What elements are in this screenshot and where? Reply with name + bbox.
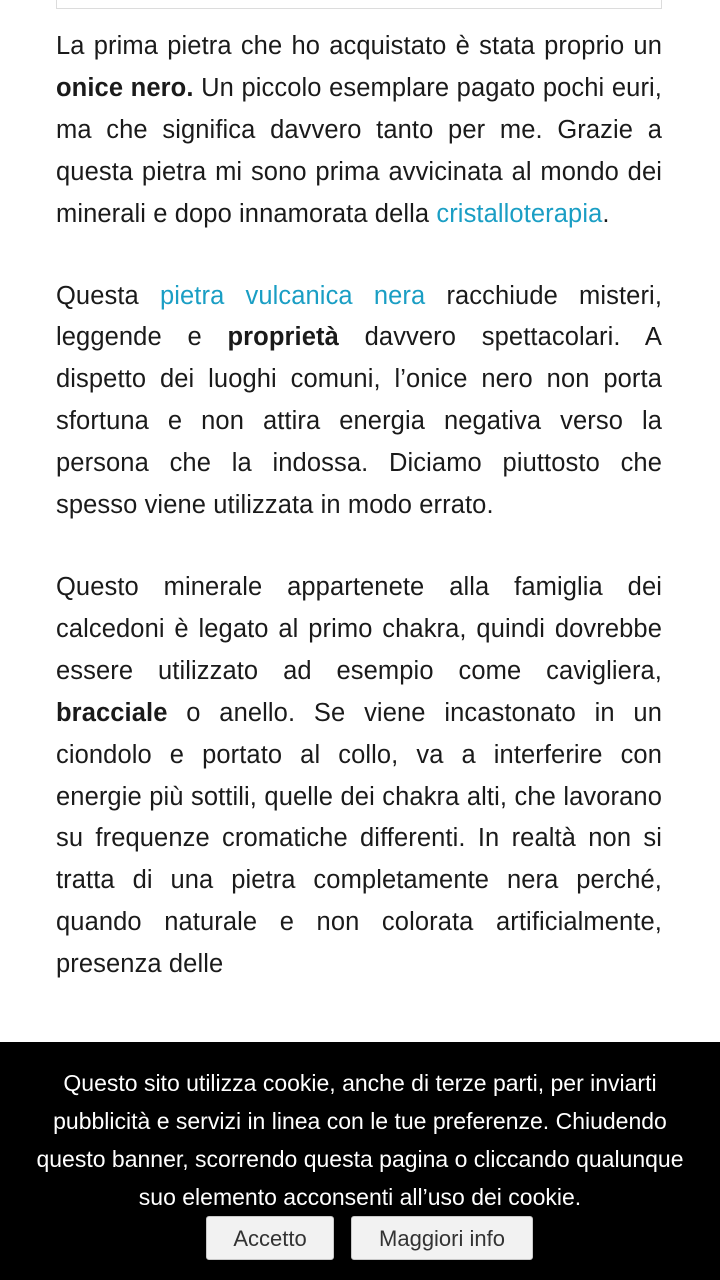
text-run: davvero spettacolari. A dispetto dei luoghi comuni, l’onice nero non porta sfortuna e non attira energia negativa verso la persona che la indossa. Diciamo piuttosto che spesso viene utilizzata in modo errato. (56, 323, 662, 520)
text-run: La prima pietra che ho acquistato è stata proprio un (56, 32, 662, 60)
article-paragraph-1 (56, 26, 662, 236)
text-run: o anello. Se viene incastonato in un ciondolo e portato al collo, va a interferire con energie più sottili, quelle dei chakra alti, che lavorano su frequenze cromatiche differenti. In realtà non si tratta di una pietra completamente nera perché, quando naturale e non colorata artificialmente, presenza delle (56, 698, 662, 979)
cookie-banner (0, 1042, 720, 1280)
more-info-button[interactable]: Maggiori info (351, 1216, 533, 1260)
text-run: Un piccolo esemplare pagato pochi euri, ma che significa davvero tanto per me. Grazie a questa pietra mi sono prima avvicinata al mondo dei minerali e dopo innamorata della (56, 73, 662, 228)
accept-cookies-button[interactable]: Accetto (206, 1216, 334, 1260)
article-paragraph-2 (56, 276, 662, 527)
bold-bracciale: bracciale (56, 698, 168, 727)
text-run: Questa (56, 281, 160, 310)
link-cristalloterapia[interactable]: cristalloterapia (436, 199, 603, 228)
article-paragraph-3 (56, 567, 662, 986)
cookie-banner-text: Questo sito utilizza cookie, anche di terze parti, per inviarti pubblicità e servizi in linea con le tue preferenze. Chiudendo questo banner, scorrendo questa pagina o cliccando qualunque suo elemento acconsenti all’uso dei cookie. (36, 1070, 684, 1210)
previous-content-box (56, 0, 662, 9)
text-run: racchiude misteri, leggende e (56, 281, 663, 352)
text-run: Questo minerale appartenete alla famiglia dei calcedoni è legato al primo chakra, quindi dovrebbe essere utilizzato ad esempio come cavigliera, (56, 572, 662, 685)
link-pietra-vulcanica-nera[interactable]: pietra vulcanica nera (159, 281, 426, 310)
article-body (56, 26, 662, 1026)
bold-proprieta: proprietà (227, 323, 339, 352)
text-run: . (602, 199, 610, 228)
bold-onice-nero: onice nero. (56, 73, 194, 102)
